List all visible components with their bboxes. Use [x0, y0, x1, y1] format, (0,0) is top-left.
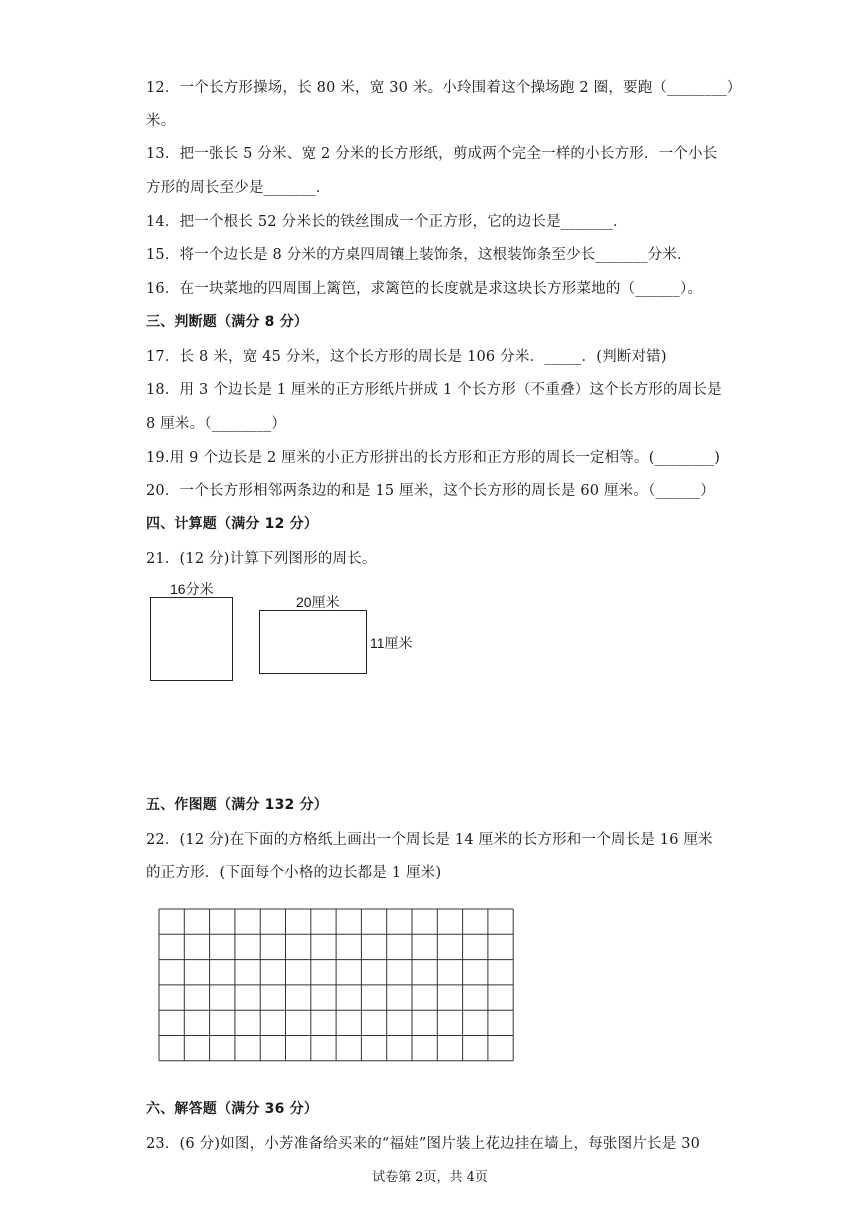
question-17: 17．长 8 米，宽 45 分米，这个长方形的周长是 106 分米．_____．(判断对错) — [146, 349, 667, 365]
square-figure — [150, 597, 233, 681]
question-18-cont: 8 厘米。（________） — [146, 416, 287, 432]
section-heading-judge: 三、判断题（满分 8 分） — [146, 314, 309, 330]
rectangle-figure — [259, 610, 367, 674]
square-grid-paper — [158, 908, 514, 1064]
question-15: 15．将一个边长是 8 分米的方桌四周镶上装饰条，这根装饰条至少长_______分米． — [146, 247, 692, 263]
rect-width-label: 20厘米 — [296, 594, 340, 610]
question-18: 18．用 3 个边长是 1 厘米的正方形纸片拼成 1 个长方形（不重叠）这个长方形的周长是 — [146, 382, 722, 398]
square-side-label: 16分米 — [170, 581, 214, 597]
question-13-cont: 方形的周长至少是_______． — [146, 180, 331, 196]
section-heading-calc: 四、计算题（满分 12 分） — [146, 516, 319, 532]
question-20: 20．一个长方形相邻两条边的和是 15 厘米，这个长方形的周长是 60 厘米。（______） — [146, 483, 715, 499]
section-heading-draw: 五、作图题（满分 132 分） — [146, 797, 328, 813]
question-16: 16．在一块菜地的四周围上篱笆，求篱笆的长度就是求这块长方形菜地的（______）。 — [146, 281, 703, 297]
section-heading-answer: 六、解答题（满分 36 分） — [146, 1101, 319, 1117]
question-14: 14．把一个根长 52 分米长的铁丝围成一个正方形，它的边长是_______． — [146, 214, 628, 230]
question-12: 12．一个长方形操场，长 80 米，宽 30 米。小玲围着这个操场跑 2 圈，要跑（________） — [146, 80, 742, 96]
question-22: 22．(12 分)在下面的方格纸上画出一个周长是 14 厘米的长方形和一个周长是 16 厘米 — [146, 832, 713, 848]
question-23: 23．(6 分)如图，小芳准备给买来的“福娃”图片装上花边挂在墙上，每张图片长是 30 — [146, 1136, 701, 1152]
question-19: 19.用 9 个边长是 2 厘米的小正方形拼出的长方形和正方形的周长一定相等。(________) — [146, 450, 721, 466]
question-13: 13．把一张长 5 分米、宽 2 分米的长方形纸，剪成两个完全一样的小长方形．一个小长 — [146, 146, 718, 162]
question-12-cont: 米。 — [146, 113, 176, 129]
page-footer: 试卷第 2页，共 4页 — [372, 1170, 488, 1185]
question-22-cont: 的正方形．(下面每个小格的边长都是 1 厘米) — [146, 865, 442, 881]
question-21: 21．(12 分)计算下列图形的周长。 — [146, 551, 377, 567]
rect-height-label: 11厘米 — [370, 635, 413, 651]
